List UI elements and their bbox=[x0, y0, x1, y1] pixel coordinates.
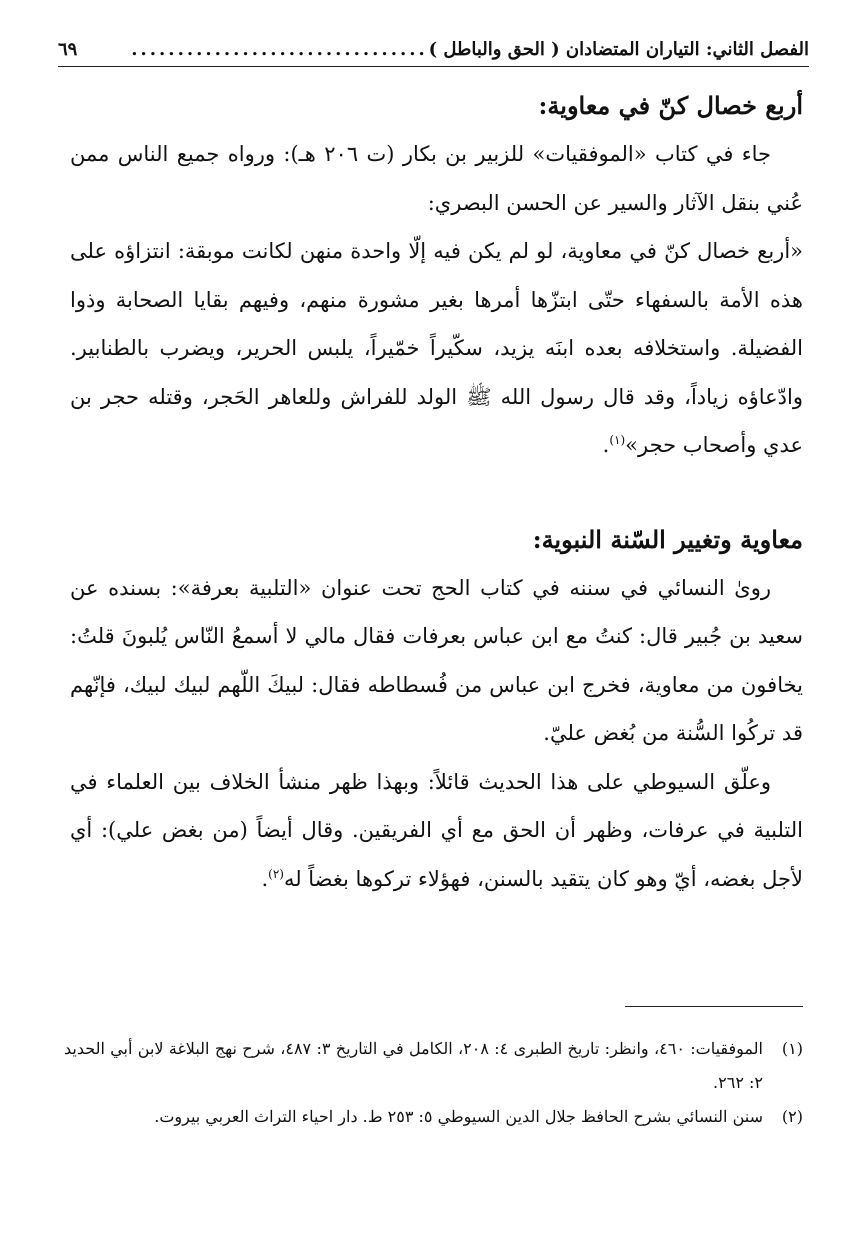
chapter-title: الفصل الثاني: التياران المتضادان ( الحق والباطل ) bbox=[428, 39, 809, 60]
quote-end: . bbox=[602, 433, 610, 457]
intro-paragraph: جاء في كتاب «الموفقيات» للزبير بن بكار (ت ٢٠٦ هـ): ورواه جميع الناس ممن عُني بنقل الآثار والسير عن الحسن البصري: bbox=[70, 142, 803, 215]
page-number: ٦٩ bbox=[58, 39, 78, 60]
footnote-text: سنن النسائي بشرح الحافظ جلال الدين السيوطي ٥: ٢٥٣ ط. دار احياء التراث العربي بيروت. bbox=[154, 1107, 763, 1126]
footnote-ref-2[interactable]: (٢) bbox=[268, 866, 284, 881]
footnote-2 bbox=[64, 1100, 803, 1134]
running-header bbox=[58, 36, 809, 67]
footnote-separator bbox=[625, 1006, 803, 1007]
footnote-number: (١) bbox=[781, 1039, 803, 1058]
section-heading-sunnah: معاوية وتغيير السّنة النبوية: bbox=[532, 524, 803, 554]
suyuti-text: وعلّق السيوطي على هذا الحديث قائلاً: وبهذا ظهر منشأ الخلاف بين العلماء في التلبية في عرفات، وظهر أن الحق مع أي الفريقين. وقال أيضاً (من بغض علي): أي لأجل بغضه، أيّ وهو كان يتقيد بالسنن، فهؤلاء تركوها بغضاً له bbox=[70, 769, 803, 891]
section-heading-four-traits: أربع خصال كنّ في معاوية: bbox=[538, 91, 803, 120]
suyuti-paragraph bbox=[70, 758, 803, 904]
page-content bbox=[70, 82, 803, 903]
quote-paragraph bbox=[70, 227, 803, 470]
footnote-1 bbox=[64, 1032, 803, 1100]
quote-text: «أربع خصال كنّ في معاوية، لو لم يكن فيه إلّا واحدة منهن لكانت موبقة: انتزاؤه على هذه الأمة بالسفهاء حتّى ابتزّها أمرها بغير مشورة منهم، وفيهم بقايا الصحابة وذوا الفضيلة. واستخلافه بعده ابنَه يزيد، سكّيراً خمّيراً، يلبس الحرير، ويضرب بالطنابير. وادّعاؤه زياداً، وقد قال رسول الله ﷺ الولد للفراش وللعاهر الحَجر، وقتله حجر بن عدي وأصحاب حجر» bbox=[70, 239, 803, 457]
suyuti-end: . bbox=[261, 866, 269, 891]
section-spacer bbox=[70, 470, 803, 516]
footnote-number: (٢) bbox=[781, 1107, 803, 1126]
header-dot-leader: ................................ bbox=[131, 39, 428, 60]
footnote-text: الموفقيات: ٤٦٠، وانظر: تاريخ الطبرى ٤: ٢٠٨، الكامل في التاريخ ٣: ٤٨٧، شرح نهج البلاغة لابن أبي الحديد ٢: ٢٦٢. bbox=[64, 1039, 763, 1092]
nasai-paragraph: روىٰ النسائي في سننه في كتاب الحج تحت عنوان «التلبية بعرفة»: بسنده عن سعيد بن جُبير قال: كنتُ مع ابن عباس بعرفات فقال مالي لا أسمعُ النّاس يُلبونَ قلتُ: يخافون من معاوية، فخرج ابن عباس من فُسطاطه فقال: لبيكَ اللّهم لبيك لبيك، فإنّهم قد تركُوا السُّنة من بُغض عليّ. bbox=[70, 575, 803, 745]
footnote-ref-1[interactable]: (١) bbox=[609, 433, 626, 447]
footnotes bbox=[64, 1032, 803, 1134]
